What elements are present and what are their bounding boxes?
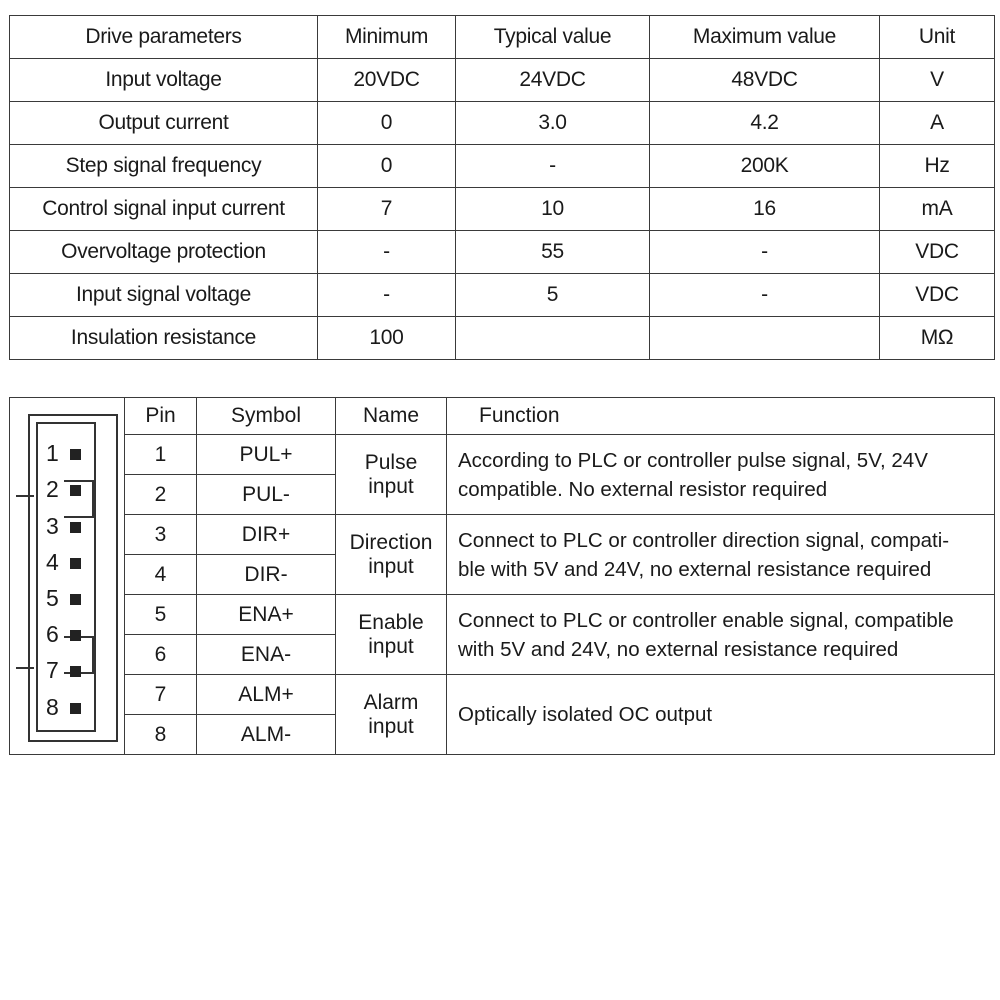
param-unit: VDC (880, 274, 995, 317)
param-unit: MΩ (880, 317, 995, 360)
signal-function-direction (447, 515, 995, 595)
connector-diagram-cell (10, 398, 125, 755)
param-name: Control signal input current (10, 188, 318, 231)
pin-symbol: ENA+ (197, 595, 336, 635)
connector-pin-7 (42, 657, 92, 687)
param-unit: A (880, 102, 995, 145)
pin-number: 7 (125, 675, 197, 715)
pin-square-icon (70, 522, 81, 533)
connector-pin-number: 2 (46, 476, 59, 502)
header-pin: Pin (125, 398, 197, 435)
signal-function-enable (447, 595, 995, 675)
connector-pin-number: 7 (46, 657, 59, 683)
pin-header-row (10, 398, 995, 435)
connector-pin-number: 5 (46, 585, 59, 611)
pin-symbol: PUL+ (197, 435, 336, 475)
pin-row (10, 675, 995, 715)
param-row-input-signal-voltage (10, 274, 995, 317)
param-typical: 3.0 (456, 102, 650, 145)
pin-row (10, 595, 995, 635)
pin-symbol: PUL- (197, 475, 336, 515)
param-maximum: - (650, 231, 880, 274)
pin-definition-table (9, 397, 995, 755)
pin-number: 4 (125, 555, 197, 595)
pin-square-icon (70, 666, 81, 677)
param-minimum: 7 (318, 188, 456, 231)
pin-number: 6 (125, 635, 197, 675)
connector-pin-number: 3 (46, 513, 59, 539)
pin-symbol: ALM+ (197, 675, 336, 715)
param-row-step-signal-frequency (10, 145, 995, 188)
param-row-control-signal-input-current (10, 188, 995, 231)
param-unit: V (880, 59, 995, 102)
param-typical: 24VDC (456, 59, 650, 102)
param-minimum: 100 (318, 317, 456, 360)
connector-pin-3 (42, 513, 92, 543)
signal-function-alarm (447, 675, 995, 755)
param-row-overvoltage-protection (10, 231, 995, 274)
header-unit: Unit (880, 16, 995, 59)
function-line: Connect to PLC or controller direction signal, compati- (458, 528, 950, 552)
pin-square-icon (70, 558, 81, 569)
signal-name-pulse (336, 435, 447, 515)
param-maximum: 4.2 (650, 102, 880, 145)
param-unit: Hz (880, 145, 995, 188)
connector-pin-6 (42, 621, 92, 651)
signal-name-enable (336, 595, 447, 675)
header-name: Name (336, 398, 447, 435)
header-maximum-value: Maximum value (650, 16, 880, 59)
param-name: Insulation resistance (10, 317, 318, 360)
param-typical (456, 317, 650, 360)
function-line: ble with 5V and 24V, no external resistance required (458, 557, 932, 581)
pin-number: 8 (125, 715, 197, 755)
pin-row (10, 435, 995, 475)
connector-pin-2 (42, 476, 92, 506)
function-line: Connect to PLC or controller enable signal, compatible (458, 608, 954, 632)
name-line: Pulse (364, 450, 418, 474)
name-line: Direction (349, 530, 433, 554)
pin-symbol: DIR+ (197, 515, 336, 555)
pin-row (10, 515, 995, 555)
param-maximum: 200K (650, 145, 880, 188)
pin-number: 3 (125, 515, 197, 555)
param-minimum: - (318, 231, 456, 274)
pin-number: 1 (125, 435, 197, 475)
pin-square-icon (70, 630, 81, 641)
param-row-output-current (10, 102, 995, 145)
param-name: Input voltage (10, 59, 318, 102)
param-name: Output current (10, 102, 318, 145)
param-maximum: 48VDC (650, 59, 880, 102)
param-minimum: 0 (318, 102, 456, 145)
param-unit: VDC (880, 231, 995, 274)
name-line: input (368, 714, 414, 738)
pin-number: 5 (125, 595, 197, 635)
param-typical: 55 (456, 231, 650, 274)
pin-square-icon (70, 485, 81, 496)
params-header-row (10, 16, 995, 59)
param-maximum: - (650, 274, 880, 317)
function-line: According to PLC or controller pulse signal, 5V, 24V (458, 448, 928, 472)
header-symbol: Symbol (197, 398, 336, 435)
connector-pin-number: 8 (46, 694, 59, 720)
connector-pin-5 (42, 585, 92, 615)
function-line: compatible. No external resistor required (458, 477, 828, 501)
connector-pin-number: 4 (46, 549, 59, 575)
pin-symbol: DIR- (197, 555, 336, 595)
connector-notch-upper (16, 495, 34, 497)
param-row-insulation-resistance (10, 317, 995, 360)
drive-parameters-table (9, 15, 995, 360)
connector-pin-8 (42, 694, 92, 724)
function-line: with 5V and 24V, no external resistance required (458, 637, 899, 661)
param-name: Overvoltage protection (10, 231, 318, 274)
param-name: Input signal voltage (10, 274, 318, 317)
connector-pin-1 (42, 440, 92, 470)
name-line: input (368, 474, 414, 498)
param-minimum: - (318, 274, 456, 317)
param-typical: - (456, 145, 650, 188)
name-line: input (368, 634, 414, 658)
pin-symbol: ALM- (197, 715, 336, 755)
header-typical-value: Typical value (456, 16, 650, 59)
param-typical: 5 (456, 274, 650, 317)
param-name: Step signal frequency (10, 145, 318, 188)
signal-function-pulse (447, 435, 995, 515)
signal-name-direction (336, 515, 447, 595)
header-drive-parameters: Drive parameters (10, 16, 318, 59)
param-maximum: 16 (650, 188, 880, 231)
pin-symbol: ENA- (197, 635, 336, 675)
name-line: Enable (358, 610, 424, 634)
name-line: Alarm (363, 690, 419, 714)
function-line: Optically isolated OC output (458, 703, 713, 726)
connector-diagram (28, 414, 118, 742)
pin-square-icon (70, 703, 81, 714)
pin-square-icon (70, 449, 81, 460)
pin-square-icon (70, 594, 81, 605)
param-maximum (650, 317, 880, 360)
header-function: Function (447, 398, 995, 435)
param-minimum: 20VDC (318, 59, 456, 102)
connector-pin-4 (42, 549, 92, 579)
name-line: input (368, 554, 414, 578)
header-minimum: Minimum (318, 16, 456, 59)
param-typical: 10 (456, 188, 650, 231)
signal-name-alarm (336, 675, 447, 755)
connector-notch-lower (16, 667, 34, 669)
pin-number: 2 (125, 475, 197, 515)
param-row-input-voltage (10, 59, 995, 102)
param-minimum: 0 (318, 145, 456, 188)
param-unit: mA (880, 188, 995, 231)
connector-pin-number: 6 (46, 621, 59, 647)
connector-pin-number: 1 (46, 440, 59, 466)
